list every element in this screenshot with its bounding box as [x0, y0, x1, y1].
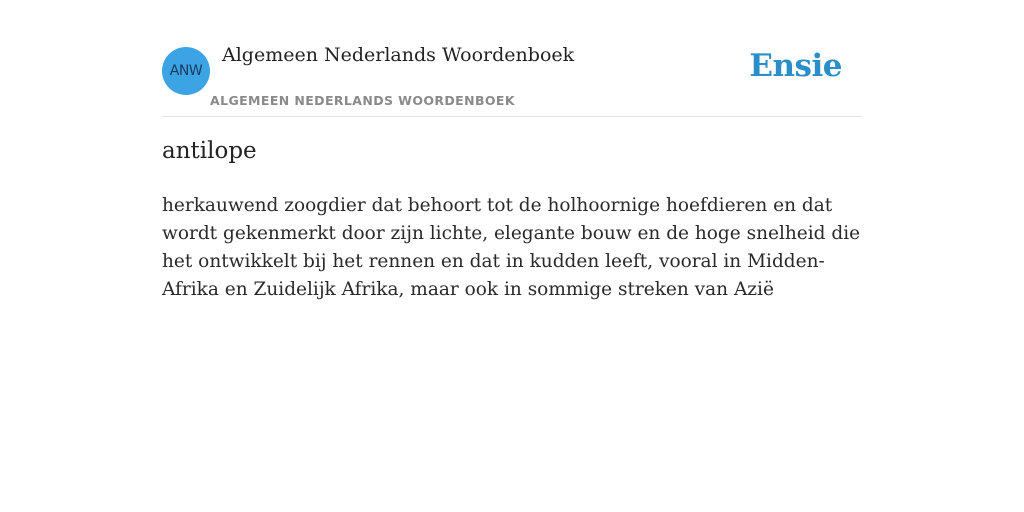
source-subtitle: ALGEMEEN NEDERLANDS WOORDENBOEK — [210, 93, 515, 108]
anw-logo-text: ANW — [169, 63, 203, 79]
source-avatar[interactable] — [162, 47, 210, 95]
entry-card — [162, 0, 862, 512]
ensie-logo-link[interactable]: Ensie — [749, 48, 842, 84]
entry-header — [162, 0, 862, 117]
definition-text: herkauwend zoogdier dat behoort tot de holhoornige hoefdieren en dat wordt gekenmerkt door zijn lichte, elegante bouw en de hoge snelheid die het ontwikkelt bij het rennen en dat in kudden leeft, vooral in Midden-Afrika en Zuidelijk Afrika, maar ook in sommige streken van Azië — [162, 195, 861, 300]
source-title[interactable]: Algemeen Nederlands Woordenboek — [222, 44, 575, 66]
headword: antilope — [162, 138, 257, 164]
